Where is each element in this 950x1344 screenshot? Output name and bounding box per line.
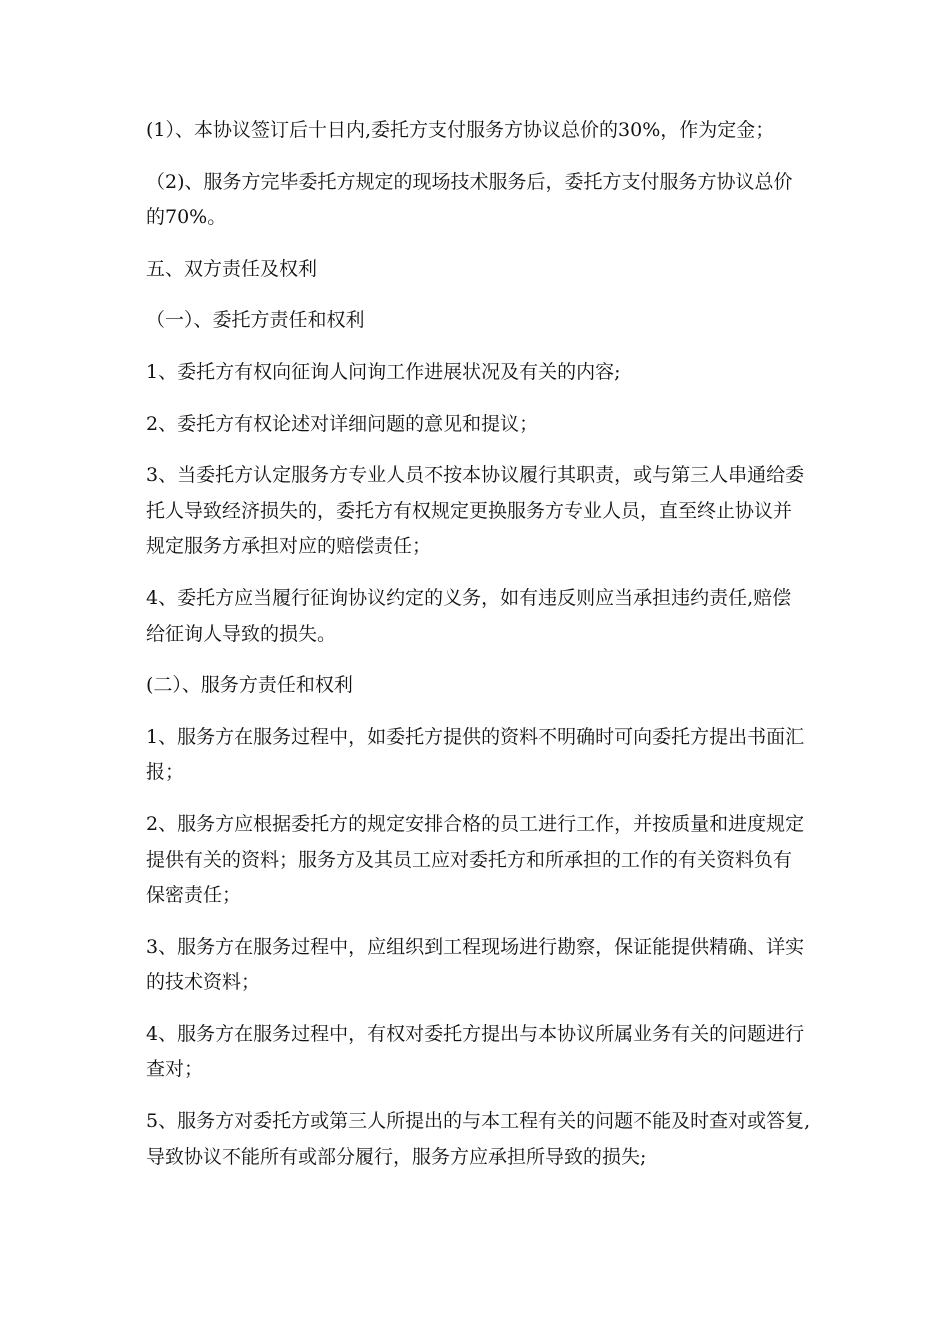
text-line: 3、当委托方认定服务方专业人员不按本协议履行其职责，或与第三人串通给委 — [146, 464, 805, 487]
text-line: 5、服务方对委托方或第三人所提出的与本工程有关的问题不能及时查对或答复, — [146, 1110, 811, 1133]
paragraph — [146, 165, 830, 236]
paragraph — [146, 807, 830, 914]
text-line: 报； — [146, 761, 185, 784]
text-line: 的70%。 — [146, 206, 227, 229]
text-line: 1、委托方有权向征询人问询工作进展状况及有关的内容; — [146, 360, 621, 383]
document-body — [146, 113, 830, 1175]
text-line: 导致协议不能所有或部分履行，服务方应承担所导致的损失; — [146, 1145, 647, 1168]
paragraph — [146, 1104, 830, 1175]
paragraph — [146, 668, 830, 704]
text-line: 规定服务方承担对应的赔偿责任； — [146, 535, 432, 558]
text-line: 托人导致经济损失的，委托方有权规定更换服务方专业人员，直至终止协议并 — [146, 499, 793, 522]
text-line: 3、服务方在服务过程中，应组织到工程现场进行勘察，保证能提供精确、详实 — [146, 935, 805, 958]
text-line: (二）、服务方责任和权利 — [146, 674, 353, 697]
paragraph — [146, 303, 830, 339]
paragraph — [146, 252, 830, 288]
paragraph — [146, 930, 830, 1001]
text-line: 2、委托方有权论述对详细问题的意见和提议； — [146, 412, 539, 435]
paragraph — [146, 720, 830, 791]
text-line: 4、委托方应当履行征询协议约定的义务，如有违反则应当承担违约责任,赔偿 — [146, 586, 792, 609]
text-line: 的技术资料； — [146, 971, 261, 994]
paragraph — [146, 581, 830, 652]
paragraph — [146, 407, 830, 443]
paragraph — [146, 113, 830, 149]
text-line: 提供有关的资料；服务方及其员工应对委托方和所承担的工作的有关资料负有 — [146, 848, 793, 871]
text-line: 4、服务方在服务过程中，有权对委托方提出与本协议所属业务有关的问题进行 — [146, 1022, 805, 1045]
text-line: 给征询人导致的损失。 — [146, 622, 337, 645]
text-line: 查对； — [146, 1058, 204, 1081]
text-line: （一）、委托方责任和权利 — [146, 309, 365, 332]
text-line: 保密责任； — [146, 884, 242, 907]
paragraph — [146, 355, 830, 391]
text-line: 1、服务方在服务过程中，如委托方提供的资料不明确时可向委托方提出书面汇 — [146, 725, 805, 748]
text-line: (1）、本协议签订后十日内,委托方支付服务方协议总价的30%，作为定金； — [146, 119, 775, 141]
paragraph — [146, 458, 830, 565]
text-line: 五、双方责任及权利 — [146, 257, 318, 280]
text-line: （2)、服务方完毕委托方规定的现场技术服务后，委托方支付服务方协议总价 — [146, 170, 793, 193]
text-line: 2、服务方应根据委托方的规定安排合格的员工进行工作，并按质量和进度规定 — [146, 812, 805, 835]
paragraph — [146, 1017, 830, 1088]
